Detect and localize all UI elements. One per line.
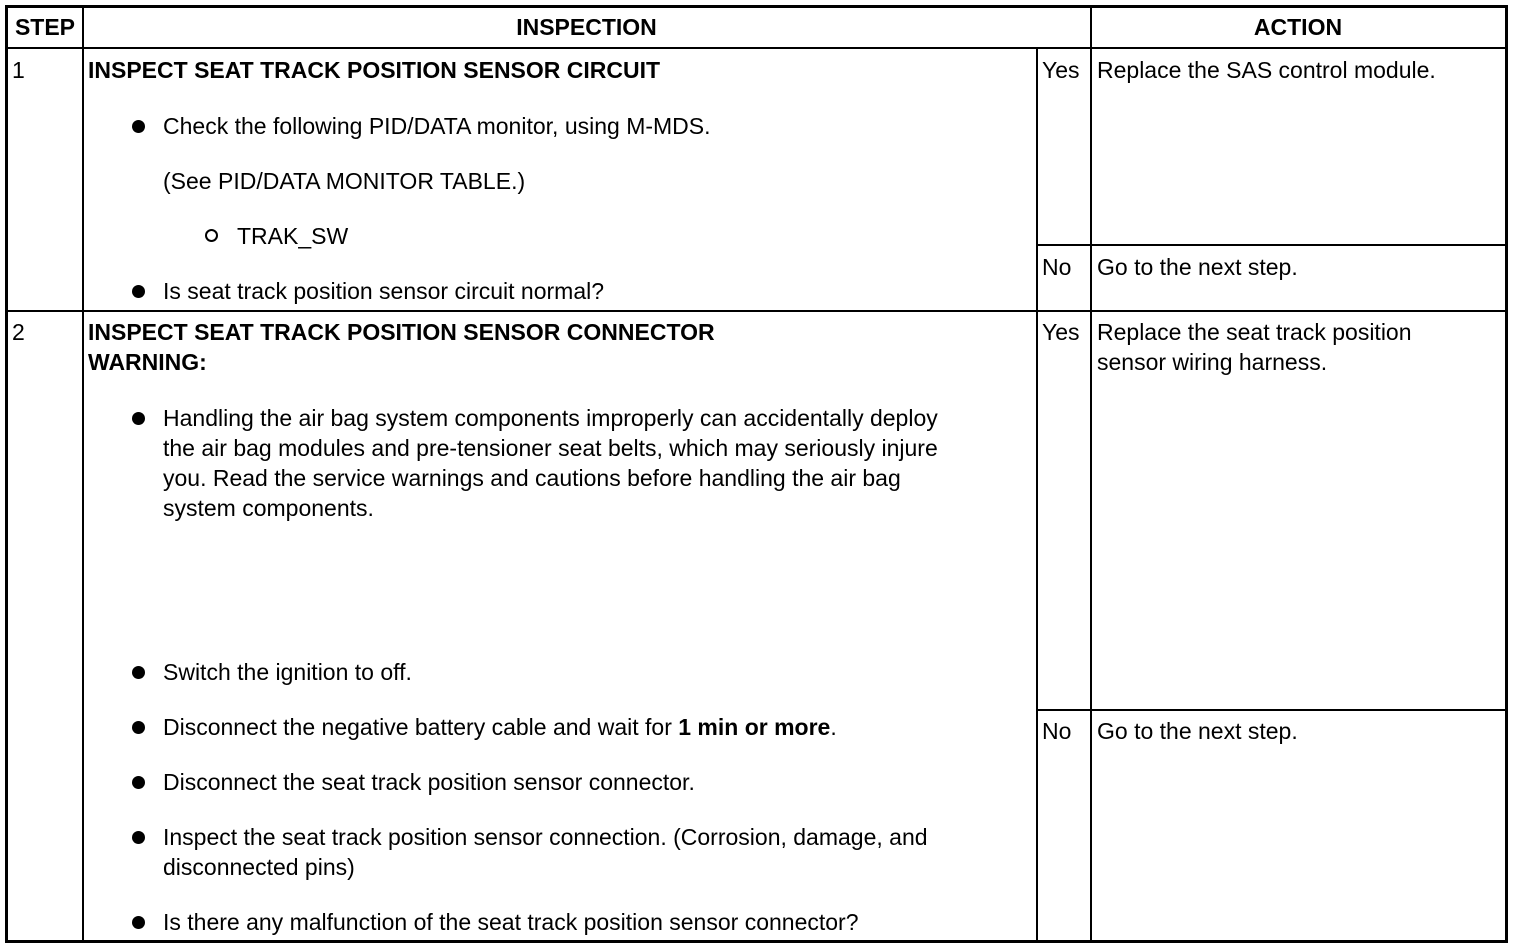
bullet-icon bbox=[132, 120, 145, 133]
step-divider bbox=[5, 310, 1508, 312]
no-action: Go to the next step. bbox=[1097, 254, 1298, 280]
step-title: INSPECT SEAT TRACK POSITION SENSOR CONNECTOR bbox=[88, 319, 715, 345]
warning-text-line: system components. bbox=[163, 495, 374, 521]
emphasis-value: 1 min or more bbox=[678, 714, 831, 740]
step2-yes-no-divider bbox=[1036, 709, 1508, 711]
list-item-line: Inspect the seat track position sensor connection. (Corrosion, damage, and bbox=[163, 824, 928, 850]
action-column-divider bbox=[1090, 5, 1092, 943]
bullet-icon bbox=[132, 916, 145, 929]
header-inspection: INSPECTION bbox=[516, 14, 657, 40]
bullet-icon bbox=[132, 412, 145, 425]
no-label: No bbox=[1042, 718, 1072, 744]
list-item-line: disconnected pins) bbox=[163, 854, 355, 880]
bullet-icon bbox=[132, 666, 145, 679]
step-column-divider bbox=[82, 5, 84, 943]
table-border-top bbox=[5, 5, 1508, 8]
warning-text-line: the air bag modules and pre-tensioner seat belts, which may seriously injure bbox=[163, 435, 938, 461]
header-divider bbox=[5, 47, 1508, 49]
yes-action-line: sensor wiring harness. bbox=[1097, 349, 1328, 375]
warning-label: WARNING: bbox=[88, 349, 207, 375]
bullet-icon bbox=[132, 776, 145, 789]
bullet-icon bbox=[132, 831, 145, 844]
step-number: 1 bbox=[12, 57, 25, 83]
result-column-divider bbox=[1036, 47, 1038, 943]
bullet-icon bbox=[132, 285, 145, 298]
header-step: STEP bbox=[14, 14, 76, 40]
sub-bullet-icon bbox=[205, 229, 218, 242]
warning-text-line: you. Read the service warnings and cautions before handling the air bag bbox=[163, 465, 901, 491]
list-item: Is there any malfunction of the seat track position sensor connector? bbox=[163, 909, 859, 935]
list-item bbox=[163, 712, 837, 742]
bullet-icon bbox=[132, 721, 145, 734]
list-item: Check the following PID/DATA monitor, using M-MDS. bbox=[163, 113, 711, 139]
note-text: (See PID/DATA MONITOR TABLE.) bbox=[163, 168, 526, 194]
yes-action: Replace the SAS control module. bbox=[1097, 57, 1436, 83]
step-number: 2 bbox=[12, 319, 25, 345]
no-label: No bbox=[1042, 254, 1072, 280]
list-item-text: . bbox=[830, 714, 837, 740]
list-item-text: Disconnect the negative battery cable and wait for bbox=[163, 714, 679, 740]
warning-text-line: Handling the air bag system components improperly can accidentally deploy bbox=[163, 405, 938, 431]
header-action: ACTION bbox=[1253, 14, 1343, 40]
no-action: Go to the next step. bbox=[1097, 718, 1298, 744]
table-border-bottom bbox=[5, 940, 1508, 943]
yes-label: Yes bbox=[1042, 319, 1080, 345]
yes-action-line: Replace the seat track position bbox=[1097, 319, 1412, 345]
table-border-left bbox=[5, 5, 8, 943]
list-item: Is seat track position sensor circuit normal? bbox=[163, 278, 605, 304]
table-border-right bbox=[1505, 5, 1508, 943]
yes-label: Yes bbox=[1042, 57, 1080, 83]
step-title: INSPECT SEAT TRACK POSITION SENSOR CIRCUIT bbox=[88, 57, 661, 83]
step1-yes-no-divider bbox=[1036, 244, 1508, 246]
list-item: Disconnect the seat track position sensor connector. bbox=[163, 769, 695, 795]
sub-list-item: TRAK_SW bbox=[237, 223, 349, 249]
list-item: Switch the ignition to off. bbox=[163, 659, 412, 685]
